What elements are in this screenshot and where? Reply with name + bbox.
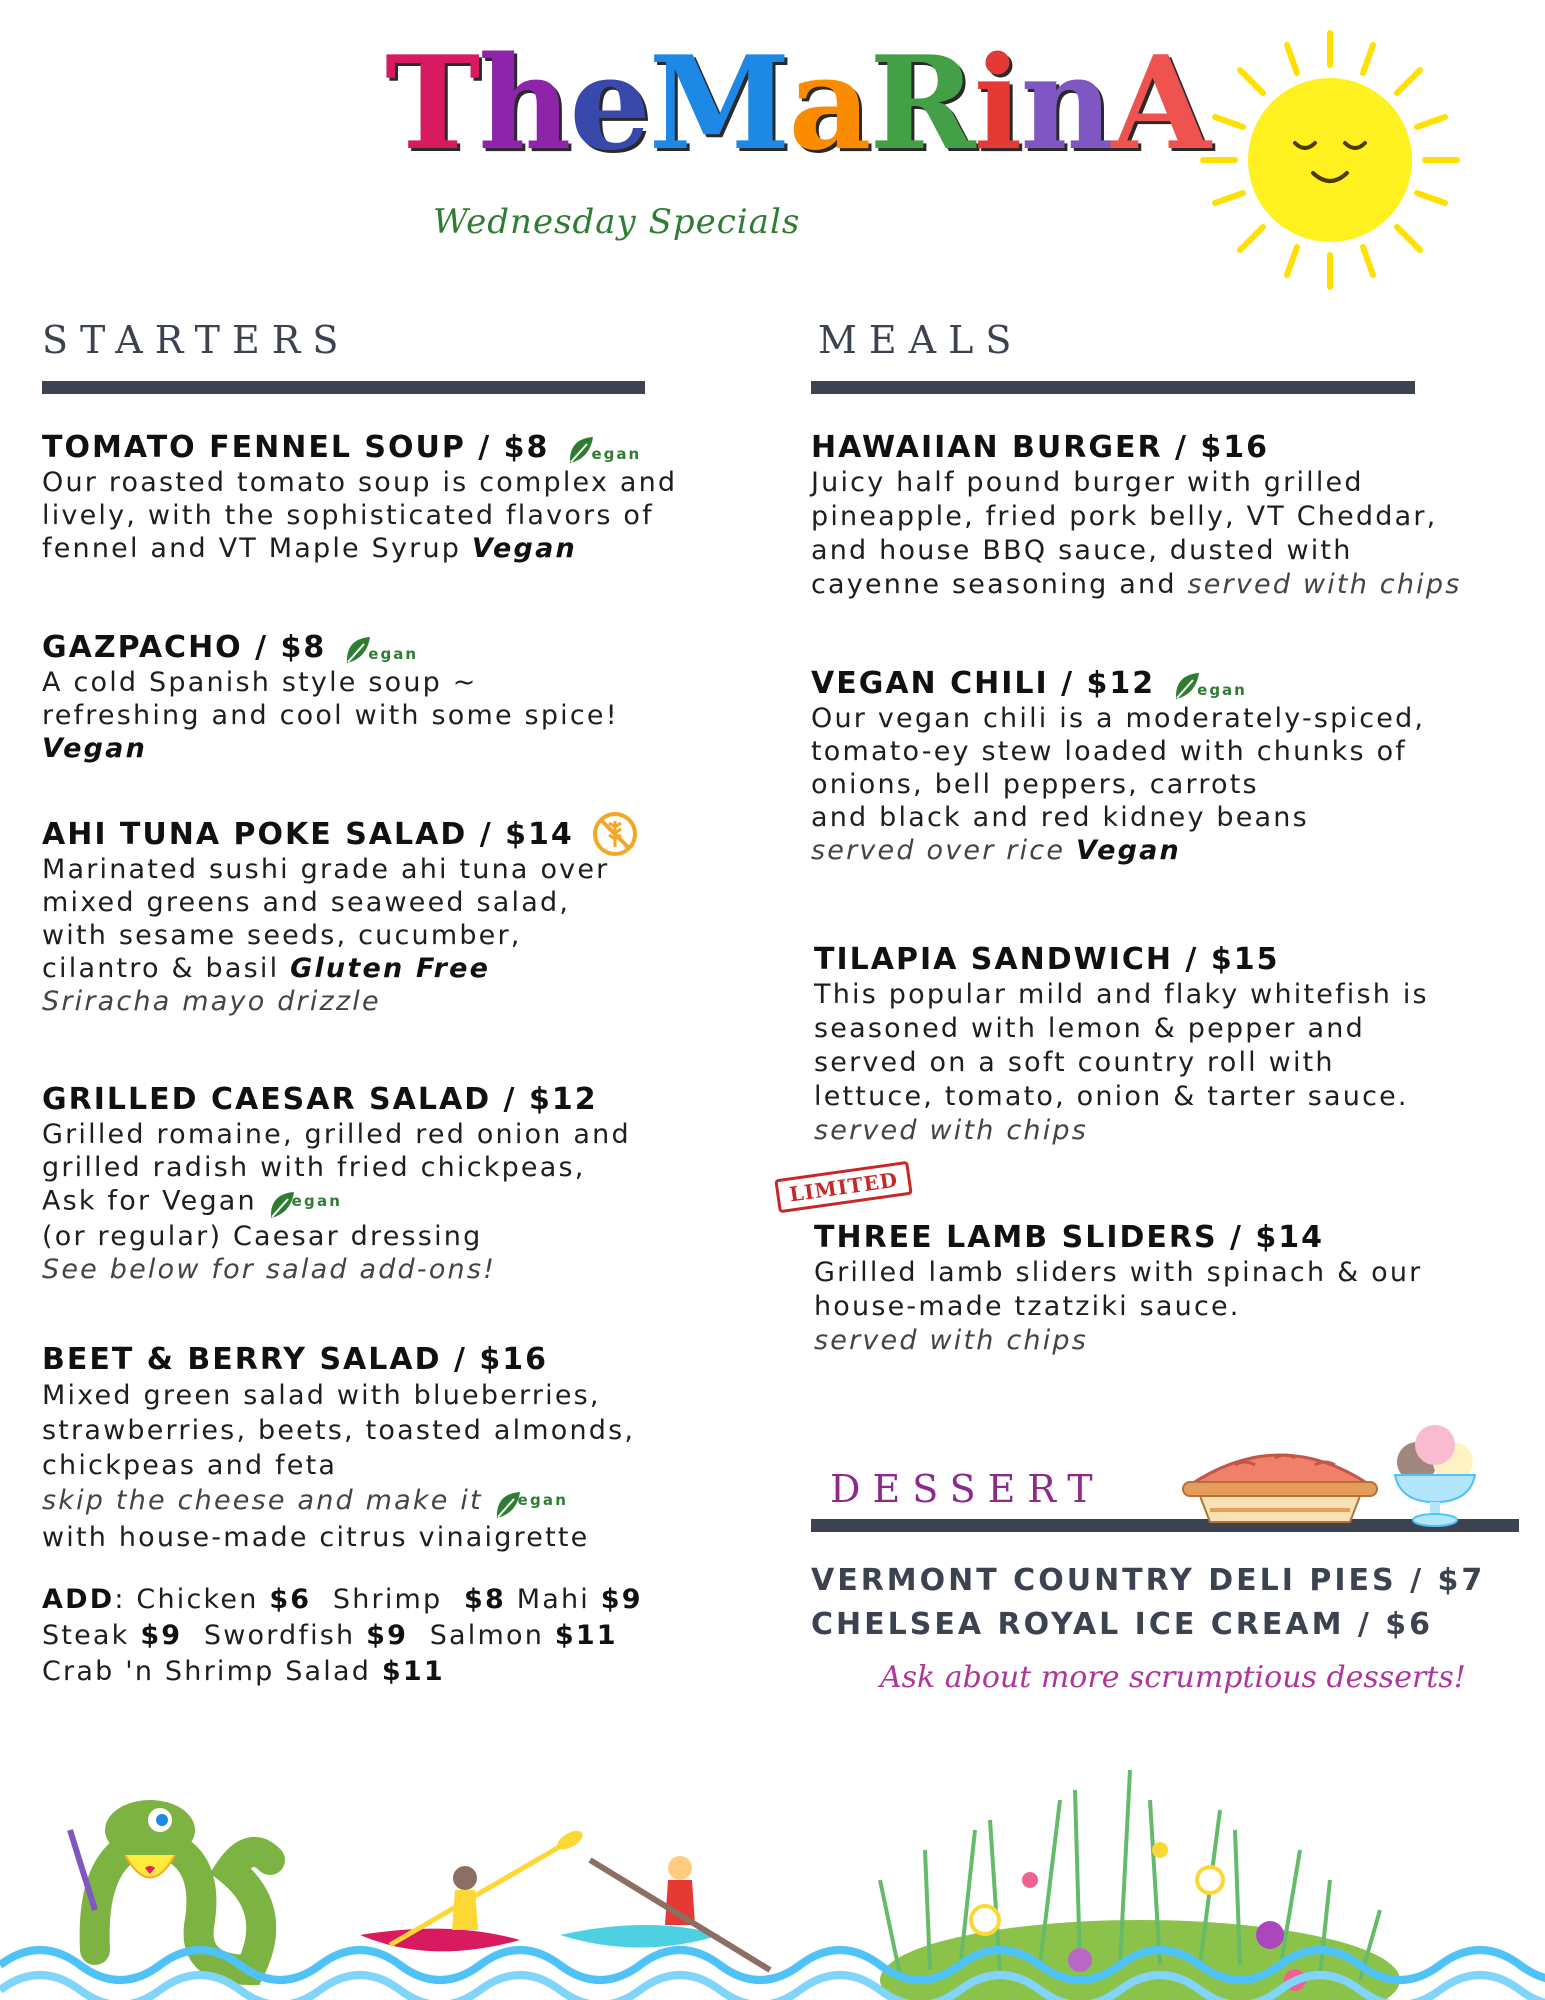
- item-note: Sriracha mayo drizzle: [42, 986, 381, 1017]
- sun-icon: [1195, 25, 1465, 295]
- item-desc-line: Our vegan chili is a moderately-spiced,: [811, 703, 1426, 734]
- starters-heading: STARTERS: [42, 318, 351, 362]
- item-desc-line: cilantro & basil: [42, 953, 280, 984]
- item-desc-line: tomato-ey stew loaded with chunks of: [811, 736, 1407, 767]
- menu-item-beet-berry-salad: [42, 1340, 762, 1555]
- diet-tag: Vegan: [471, 533, 577, 564]
- add-on-price: $8: [463, 1584, 506, 1615]
- sea-monster-icon: [70, 1800, 270, 1970]
- item-desc-line: Marinated sushi grade ahi tuna over: [42, 854, 610, 885]
- add-on-name: Steak: [42, 1620, 141, 1651]
- item-note: served with chips: [814, 1115, 1089, 1146]
- add-on-price: $9: [600, 1584, 643, 1615]
- item-desc-line: Grilled romaine, grilled red onion and: [42, 1119, 631, 1150]
- item-desc-line: Our roasted tomato soup is complex and: [42, 467, 678, 498]
- item-desc-line: (or regular) Caesar dressing: [42, 1221, 483, 1252]
- diet-tag: Vegan: [1075, 835, 1181, 866]
- add-on-price: $6: [269, 1584, 312, 1615]
- logo-wordmark: TheMaRinA: [385, 29, 1209, 179]
- ice-cream-icon: [1385, 1420, 1485, 1530]
- item-desc-line: lively, with the sophisticated flavors of: [42, 500, 654, 531]
- meals-divider: [811, 381, 1415, 394]
- item-desc-line: grilled radish with fried chickpeas,: [42, 1152, 586, 1183]
- item-desc-line: Juicy half pound burger with grilled: [811, 467, 1364, 498]
- menu-item-ahi-tuna-poke-salad: [42, 815, 762, 1018]
- gluten-free-icon: [592, 811, 638, 857]
- menu-item-gazpacho: [42, 628, 762, 765]
- item-desc-line: cayenne seasoning and: [811, 569, 1177, 600]
- menu-item-tomato-fennel-soup: [42, 428, 762, 565]
- item-desc-line: served on a soft country roll with: [814, 1047, 1335, 1078]
- vegan-leaf-icon: egan: [344, 629, 418, 665]
- item-desc-line: chickpeas and feta: [42, 1450, 338, 1481]
- item-title: VEGAN CHILI / $12: [811, 665, 1156, 701]
- diet-tag: Gluten Free: [290, 953, 491, 984]
- add-on-name: Shrimp: [332, 1584, 454, 1615]
- item-title: AHI TUNA POKE SALAD / $14: [42, 816, 574, 852]
- add-on-name: Swordfish: [203, 1620, 367, 1651]
- footer-illustration: [0, 1760, 1545, 2000]
- item-desc-line: refreshing and cool with some spice!: [42, 700, 619, 731]
- item-desc-line: Grilled lamb sliders with spinach & our: [814, 1257, 1423, 1288]
- item-desc-line: fennel and VT Maple Syrup: [42, 533, 462, 564]
- menu-item-hawaiian-burger: [811, 428, 1531, 602]
- item-note: See below for salad add-ons!: [42, 1254, 497, 1285]
- item-desc-line: pineapple, fried pork belly, VT Cheddar,: [811, 501, 1438, 532]
- kayak-icon: [360, 1827, 770, 1970]
- starters-divider: [42, 381, 645, 394]
- vegan-leaf-icon: egan: [268, 1184, 343, 1220]
- meals-heading: MEALS: [818, 318, 1024, 362]
- item-desc-line: seasoned with lemon & pepper and: [814, 1013, 1365, 1044]
- item-note: skip the cheese and make it: [42, 1485, 483, 1516]
- menu-item-vegan-chili: [811, 664, 1531, 867]
- limited-stamp: LIMITED: [774, 1161, 913, 1214]
- item-desc-line: house-made tzatziki sauce.: [814, 1291, 1241, 1322]
- item-title: GAZPACHO / $8: [42, 629, 327, 665]
- add-on-price: $11: [554, 1620, 618, 1651]
- item-title: THREE LAMB SLIDERS / $14: [814, 1219, 1325, 1255]
- item-desc-line: onions, bell peppers, carrots: [811, 769, 1259, 800]
- item-title: BEET & BERRY SALAD / $16: [42, 1341, 548, 1377]
- add-on-name: Salmon: [429, 1620, 555, 1651]
- dessert-note: Ask about more scrumptious desserts!: [880, 1660, 1466, 1695]
- menu-item-grilled-caesar-salad: [42, 1080, 762, 1286]
- item-desc-line: and house BBQ sauce, dusted with: [811, 535, 1353, 566]
- item-note: served with chips: [1187, 569, 1462, 600]
- salad-add-ons: ADD: Chicken $6 Shrimp $8 Mahi $9 Steak $9 Swordfish $9 Salmon $11 Crab 'n Shrimp Salad $11: [42, 1584, 643, 1687]
- menu-item-three-lamb-sliders: [814, 1218, 1534, 1358]
- dessert-item-ice-cream: CHELSEA ROYAL ICE CREAM / $6: [811, 1607, 1434, 1642]
- add-on-name: Mahi: [516, 1584, 601, 1615]
- item-desc-line: lettuce, tomato, onion & tarter sauce.: [814, 1081, 1409, 1112]
- add-on-price: $11: [381, 1656, 445, 1687]
- add-on-name: Crab 'n Shrimp Salad: [42, 1656, 382, 1687]
- item-title: HAWAIIAN BURGER / $16: [811, 429, 1270, 465]
- add-on-price: $9: [366, 1620, 409, 1651]
- logo: [385, 29, 1209, 242]
- add-on-price: $9: [140, 1620, 183, 1651]
- dessert-item-pies: VERMONT COUNTRY DELI PIES / $7: [811, 1563, 1486, 1598]
- item-desc-line: A cold Spanish style soup ~: [42, 667, 478, 698]
- pie-icon: [1175, 1430, 1385, 1530]
- item-desc-line: with house-made citrus vinaigrette: [42, 1521, 590, 1553]
- item-note: served with chips: [814, 1325, 1089, 1356]
- item-title: TILAPIA SANDWICH / $15: [814, 941, 1280, 977]
- diet-tag: Vegan: [42, 733, 148, 764]
- dessert-heading: DESSERT: [830, 1467, 1105, 1511]
- add-on-name: Chicken: [136, 1584, 270, 1615]
- item-title: TOMATO FENNEL SOUP / $8: [42, 429, 550, 465]
- vegan-leaf-icon: egan: [494, 1484, 569, 1520]
- item-desc-line: Ask for Vegan: [42, 1185, 257, 1217]
- menu-item-tilapia-sandwich: [814, 940, 1534, 1148]
- item-desc-line: Mixed green salad with blueberries,: [42, 1380, 601, 1411]
- item-desc-line: and black and red kidney beans: [811, 802, 1309, 833]
- logo-subtitle: Wednesday Specials: [433, 202, 801, 242]
- vegan-leaf-icon: egan: [567, 429, 641, 465]
- item-desc-line: strawberries, beets, toasted almonds,: [42, 1415, 636, 1446]
- item-desc-line: This popular mild and flaky whitefish is: [814, 979, 1429, 1010]
- item-note: served over rice: [811, 835, 1066, 866]
- vegan-leaf-icon: egan: [1173, 665, 1247, 701]
- item-desc-line: mixed greens and seaweed salad,: [42, 887, 571, 918]
- item-title: GRILLED CAESAR SALAD / $12: [42, 1081, 598, 1117]
- add-label: ADD: [42, 1584, 115, 1615]
- item-desc-line: with sesame seeds, cucumber,: [42, 920, 522, 951]
